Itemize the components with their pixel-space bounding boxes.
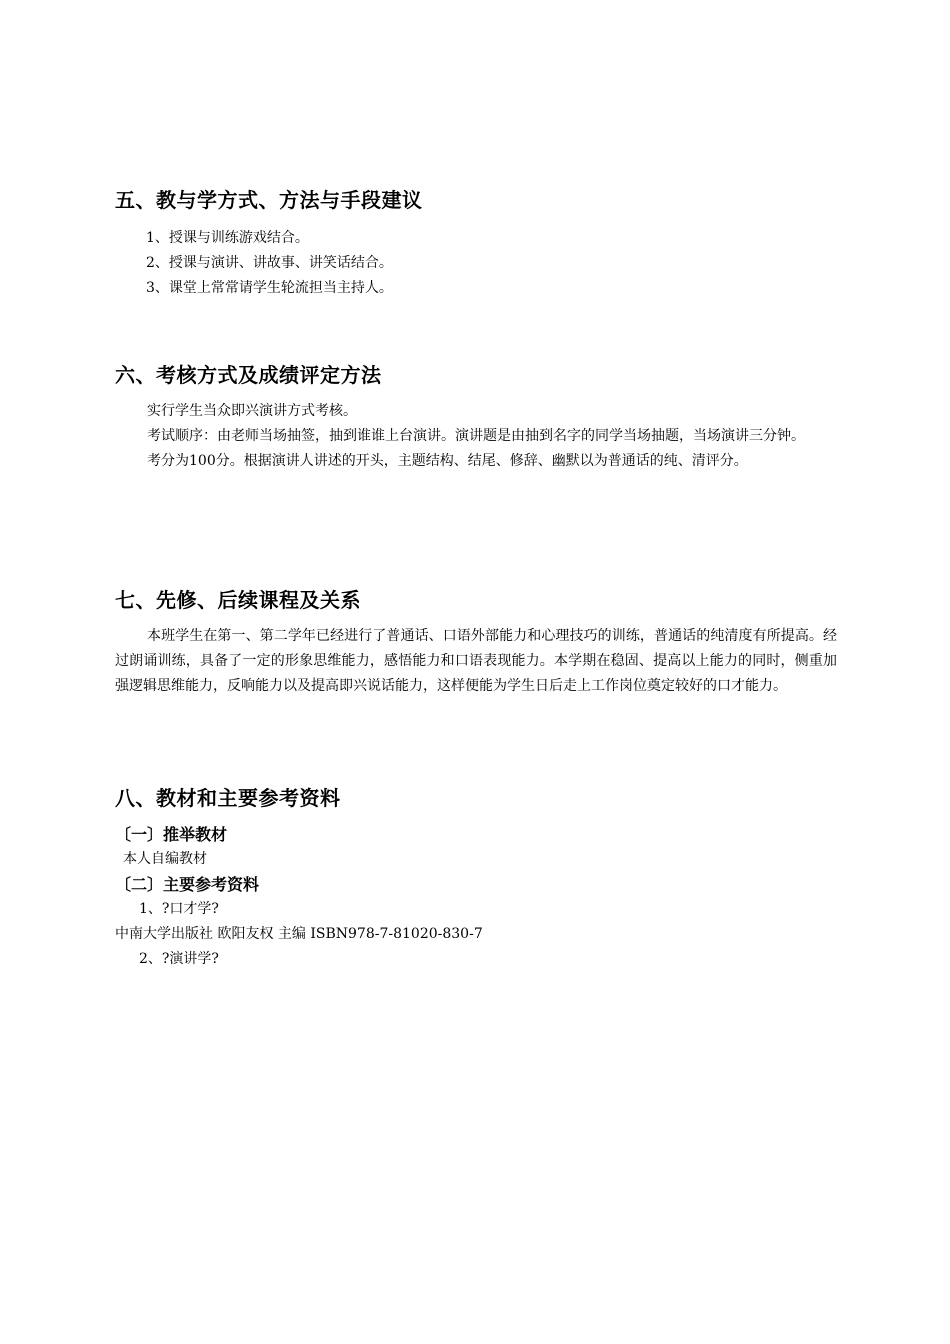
section-prerequisites — [115, 586, 837, 699]
section-textbooks — [115, 784, 837, 972]
section-title: 七、先修、后续课程及关系 — [115, 588, 361, 612]
section-title: 六、考核方式及成绩评定方法 — [115, 363, 382, 387]
document-page — [115, 0, 837, 1344]
subsection-title: 〔二〕主要参考资料 — [115, 875, 260, 894]
list-item: 3、课堂上常常请学生轮流担当主持人。 — [146, 280, 393, 296]
paragraph: 考分为100分。根据演讲人讲述的开头，主题结构、结尾、修辞、幽默以为普通话的纯、清评分。 — [147, 453, 748, 469]
textbook-text: 本人自编教材 — [123, 851, 207, 867]
paragraph: 考试顺序：由老师当场抽签，抽到谁谁上台演讲。演讲题是由抽到名字的同学当场抽题，当场演讲三分钟。 — [147, 428, 805, 444]
reference-item: 1、?口才学? — [139, 901, 219, 917]
subsection-title: 〔一〕推举教材 — [115, 825, 228, 844]
section-title: 八、教材和主要参考资料 — [115, 786, 341, 810]
section-teaching-methods — [115, 186, 837, 301]
paragraph: 实行学生当众即兴演讲方式考核。 — [147, 403, 357, 419]
reference-detail: 中南大学出版社 欧阳友权 主编 ISBN978-7-81020-830-7 — [115, 926, 483, 942]
section-assessment — [115, 361, 837, 474]
list-item: 2、授课与演讲、讲故事、讲笑话结合。 — [146, 255, 393, 271]
section-title: 五、教与学方式、方法与手段建议 — [115, 188, 423, 212]
paragraph: 本班学生在第一、第二学年已经进行了普通话、口语外部能力和心理技巧的训练，普通话的纯清度有所提高。经过朗诵训练，具备了一定的形象思维能力，感悟能力和口语表现能力。本学期在稳固、提高以上能力的同时，侧重加强逻辑思维能力，反响能力以及提高即兴说话能力，这样便能为学生日后走上工作岗位奠定较好的口才能力。 — [115, 628, 837, 694]
reference-item: 2、?演讲学? — [139, 951, 219, 967]
list-item: 1、授课与训练游戏结合。 — [146, 230, 309, 246]
